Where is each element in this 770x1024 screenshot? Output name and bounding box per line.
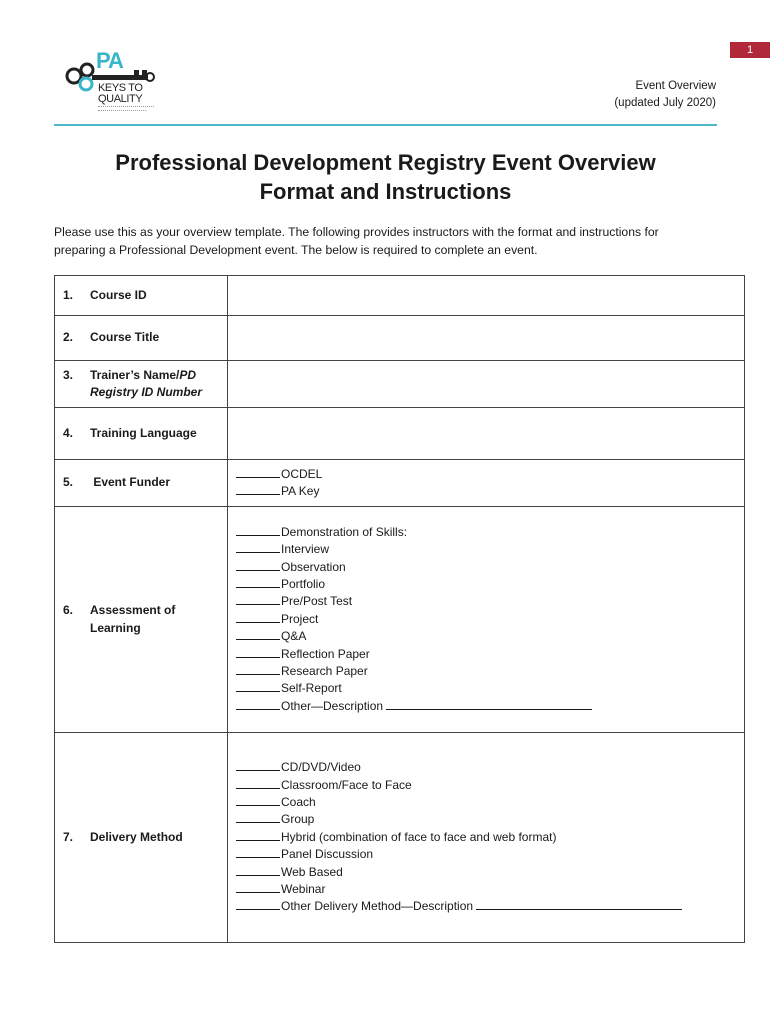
option-label: Pre/Post Test — [281, 594, 353, 609]
option-label: Portfolio — [281, 576, 326, 591]
option-reflection-paper[interactable] — [236, 646, 744, 663]
option-label: Q&A — [281, 629, 307, 644]
check-blank[interactable] — [236, 864, 280, 876]
header-divider — [54, 124, 717, 126]
row-label — [90, 602, 175, 637]
option-label: Reflection Paper — [281, 646, 370, 661]
option-label: OCDEL — [281, 466, 323, 481]
title-line-2: Format and Instructions — [259, 179, 512, 204]
updated-date: (updated July 2020) — [614, 97, 716, 109]
check-blank[interactable] — [236, 466, 280, 478]
pa-keys-to-quality-logo — [62, 48, 162, 120]
row-label: Course ID — [90, 287, 147, 302]
check-blank[interactable] — [236, 663, 280, 675]
row-label-cell — [55, 361, 228, 408]
option-ocdel[interactable] — [236, 466, 744, 483]
course-title-field[interactable] — [228, 316, 745, 361]
row-number: 5. — [63, 475, 74, 490]
row-label: Delivery Method — [90, 829, 183, 844]
document-name: Event Overview — [635, 80, 716, 92]
option-label: Self-Report — [281, 681, 342, 696]
event-funder-options — [228, 460, 745, 507]
option-label: Project — [281, 611, 319, 626]
check-blank[interactable] — [236, 593, 280, 605]
option-pre-post-test[interactable] — [236, 593, 744, 610]
check-blank[interactable] — [236, 794, 280, 806]
option-research-paper[interactable] — [236, 663, 744, 680]
option-label: Research Paper — [281, 664, 368, 679]
option-label: PA Key — [281, 484, 320, 498]
option-label: Demonstration of Skills: — [281, 524, 408, 539]
option-other-description[interactable] — [236, 698, 744, 715]
check-blank[interactable] — [236, 829, 280, 841]
table-row — [55, 361, 745, 408]
row-label — [90, 367, 227, 402]
row-label-cell — [55, 276, 228, 316]
row-label-cell — [55, 733, 228, 943]
option-observation[interactable] — [236, 559, 744, 576]
logo-line-2: QUALITY — [98, 93, 143, 105]
table-row — [55, 460, 745, 507]
title-line-1: Professional Development Registry Event Overview — [115, 150, 656, 175]
option-label: Coach — [281, 794, 316, 809]
check-blank[interactable] — [236, 898, 280, 910]
option-label: Other—Description — [281, 698, 384, 713]
logo-tagline-2 — [98, 110, 146, 112]
page-number-badge: 1 — [730, 42, 770, 58]
option-label: Other Delivery Method—Description — [281, 899, 474, 914]
check-blank[interactable] — [236, 759, 280, 771]
option-classroom[interactable] — [236, 777, 744, 794]
option-other-delivery[interactable] — [236, 898, 744, 915]
option-pa-key[interactable] — [236, 483, 744, 500]
check-blank[interactable] — [236, 628, 280, 640]
option-portfolio[interactable] — [236, 576, 744, 593]
check-blank[interactable] — [236, 777, 280, 789]
option-webinar[interactable] — [236, 881, 744, 898]
option-interview[interactable] — [236, 541, 744, 558]
option-project[interactable] — [236, 611, 744, 628]
row-label-line: Assessment of — [90, 603, 176, 617]
check-blank[interactable] — [236, 881, 280, 893]
row-number: 6. — [63, 603, 74, 617]
row-label: Training Language — [90, 425, 197, 440]
row-number: 4. — [63, 425, 74, 440]
option-coach[interactable] — [236, 794, 744, 811]
row-label-cell — [55, 316, 228, 361]
option-qa[interactable] — [236, 628, 744, 645]
option-panel-discussion[interactable] — [236, 846, 744, 863]
logo-line-1: KEYS TO — [98, 82, 143, 94]
page-title — [54, 148, 717, 206]
check-blank[interactable] — [236, 646, 280, 658]
option-label: Observation — [281, 559, 346, 574]
delivery-method-options — [228, 733, 745, 943]
intro-line-2: preparing a Professional Development event. The below is required to complete an event. — [54, 242, 538, 257]
intro-line-1: Please use this as your overview template. The following provides instructors with the format and instructions for — [54, 225, 659, 239]
table-row — [55, 507, 745, 733]
description-blank[interactable] — [476, 898, 682, 910]
option-group[interactable] — [236, 811, 744, 828]
course-id-field[interactable] — [228, 276, 745, 316]
option-label: Hybrid (combination of face to face and web format) — [281, 829, 557, 844]
assessment-options — [228, 507, 745, 733]
check-blank[interactable] — [236, 559, 280, 571]
intro-paragraph — [54, 224, 724, 259]
row-number: 1. — [63, 287, 74, 302]
check-blank[interactable] — [236, 698, 280, 710]
row-label-part: Trainer’s Name/ — [90, 367, 180, 382]
option-label: Webinar — [281, 882, 326, 897]
check-blank[interactable] — [236, 576, 280, 588]
row-label: Event Funder — [90, 475, 171, 490]
option-label: CD/DVD/Video — [281, 760, 361, 775]
option-cd-dvd-video[interactable] — [236, 759, 744, 776]
event-overview-table — [54, 275, 745, 943]
option-web-based[interactable] — [236, 864, 744, 881]
header-info — [614, 78, 716, 112]
training-language-field[interactable] — [228, 408, 745, 460]
table-row — [55, 733, 745, 943]
check-blank[interactable] — [236, 541, 280, 553]
row-label: Course Title — [90, 330, 160, 345]
logo-pa-text: PA — [96, 48, 123, 73]
option-label: Classroom/Face to Face — [281, 777, 412, 792]
option-demonstration[interactable] — [236, 524, 744, 541]
check-blank[interactable] — [236, 680, 280, 692]
option-self-report[interactable] — [236, 680, 744, 697]
row-label-cell — [55, 408, 228, 460]
description-blank[interactable] — [386, 698, 592, 710]
table-row — [55, 276, 745, 316]
row-label-italic: PD Registry ID Number — [90, 367, 203, 399]
row-number: 2. — [63, 330, 74, 345]
check-blank[interactable] — [236, 483, 280, 495]
option-label: Web Based — [281, 864, 343, 879]
row-label-cell — [55, 507, 228, 733]
check-blank[interactable] — [236, 611, 280, 623]
row-number: 3. — [63, 367, 74, 382]
trainer-name-field[interactable] — [228, 361, 745, 408]
option-label: Panel Discussion — [281, 847, 374, 862]
row-number: 7. — [63, 829, 74, 844]
logo-tagline — [98, 106, 154, 108]
check-blank[interactable] — [236, 846, 280, 858]
option-label: Group — [281, 812, 315, 827]
row-label-cell — [55, 460, 228, 507]
option-hybrid[interactable] — [236, 829, 744, 846]
option-label: Interview — [281, 542, 330, 557]
check-blank[interactable] — [236, 524, 280, 536]
check-blank[interactable] — [236, 811, 280, 823]
row-label-line: Learning — [90, 620, 141, 635]
table-row — [55, 408, 745, 460]
table-row — [55, 316, 745, 361]
